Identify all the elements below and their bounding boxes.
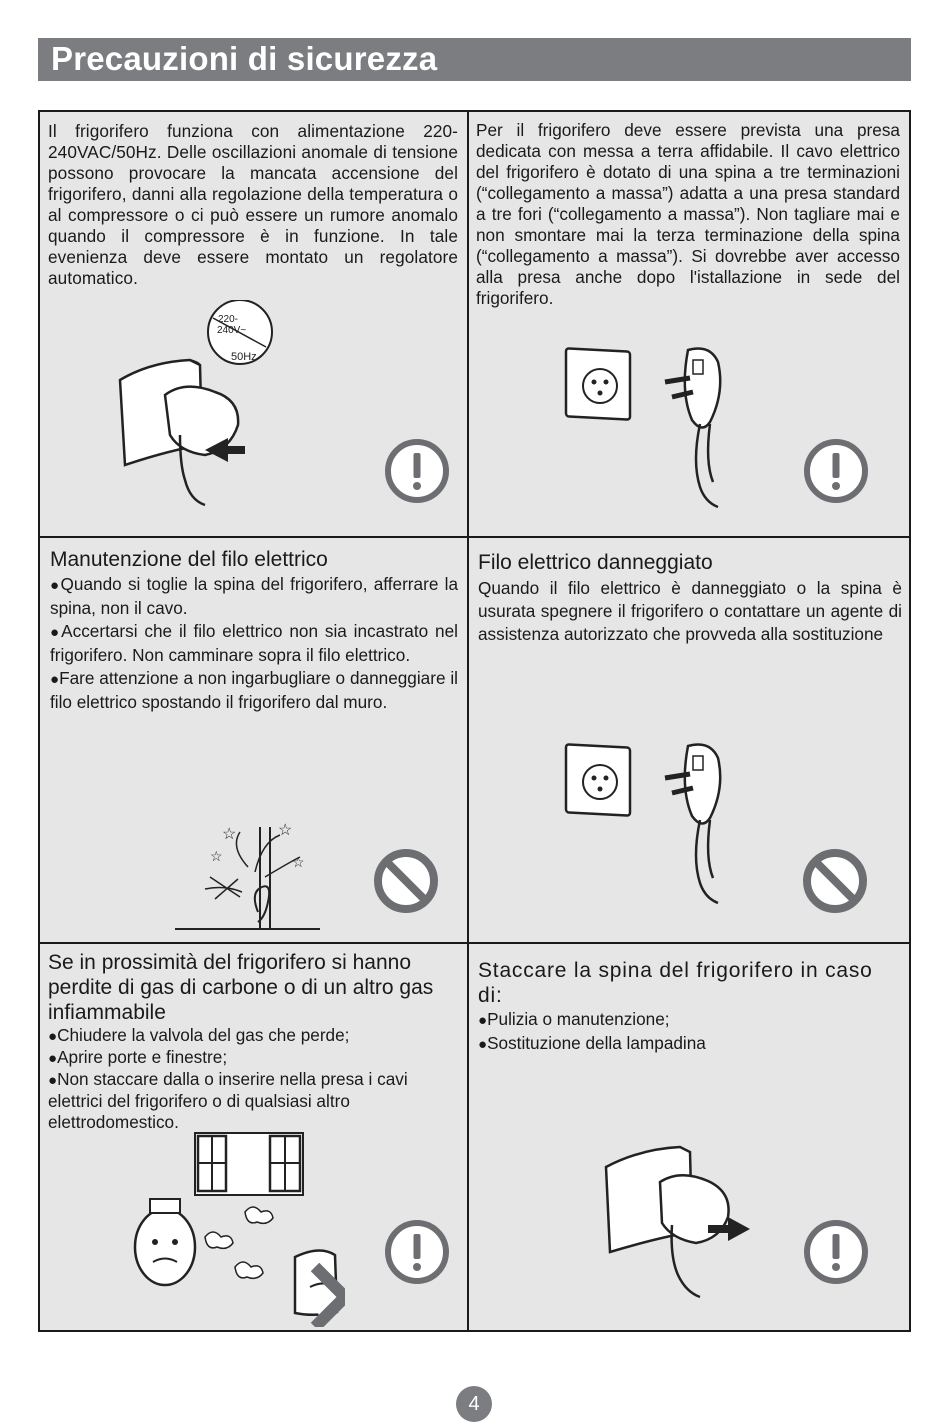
- gas-leak-list: [48, 1025, 460, 1133]
- plug-and-socket-illustration: [560, 342, 760, 512]
- unplug-list: [478, 1008, 898, 1056]
- warning-icon: [803, 438, 869, 504]
- list-item: ●Fare attenzione a non ingarbugliare o danneggiare il filo elettrico spostando il frigorifero dal muro.: [50, 668, 458, 712]
- column-divider: [467, 112, 469, 1330]
- svg-text:☆: ☆: [210, 848, 223, 864]
- gas-leak-heading: Se in prossimità del frigorifero si hanno perdite di gas di carbone o di un altro gas infiammabile: [48, 951, 434, 1024]
- gas-leak-illustration: [95, 1127, 345, 1327]
- list-item: ●Non staccare dalla o inserire nella presa i cavi elettrici del frigorifero o di qualsiasi altro elettrodomestico.: [48, 1069, 408, 1132]
- gas-cylinder: [135, 1209, 195, 1285]
- plug-and-socket-illustration: [560, 738, 760, 908]
- list-item: ●Pulizia o manutenzione;: [478, 1009, 670, 1029]
- list-item: ●Accertarsi che il filo elettrico non sia incastrato nel frigorifero. Non camminare sopra il filo elettrico.: [50, 621, 458, 665]
- list-item: ●Aprire porte e finestre;: [48, 1047, 228, 1067]
- cord-maintenance-list: [50, 573, 458, 714]
- tangled-cord-illustration: [170, 817, 330, 937]
- plug-in-illustration: [110, 300, 280, 510]
- row-divider: [40, 536, 909, 538]
- damaged-cord-heading: Filo elettrico danneggiato: [478, 551, 713, 574]
- power-supply-text: Il frigorifero funziona con alimentazione 220-240VAC/50Hz. Delle oscillazioni anomale di tensione possono provocare la mancata accensione del frigorifero, danni alla regolazione della temperatura o al compressore o ci può essere un rumore anomalo quando il compressore è in funzione. In tale evenienza deve essere montato un regolatore automatico.: [48, 121, 458, 288]
- svg-text:☆: ☆: [278, 822, 293, 839]
- list-item: ●Quando si toglie la spina del frigorifero, afferrare la spina, non il cavo.: [50, 574, 458, 618]
- grounding-text: Per il frigorifero deve essere prevista una presa dedicata con messa a terra affidabile. Il cavo elettrico del frigorifero è dotato di una spina a tre terminazioni (“collegamento a massa”) adatta a una presa standard a tre fori (“collegamento a massa”). Non tagliare mai e non smontare mai la terza terminazione della spina (“collegamento a massa”). Si dovrebbe aver accesso alla presa anche dopo l'istallazione in sede del frigorifero.: [476, 120, 900, 308]
- page-title: Precauzioni di sicurezza: [51, 40, 438, 77]
- warning-icon: [384, 438, 450, 504]
- precautions-grid: [38, 110, 911, 1332]
- svg-text:☆: ☆: [222, 826, 237, 843]
- row-divider: [40, 942, 909, 944]
- warning-icon: [803, 1219, 869, 1285]
- prohibited-icon: [373, 848, 439, 914]
- svg-text:☆: ☆: [292, 854, 305, 870]
- power-cord: [696, 820, 718, 903]
- damaged-cord-text: Quando il filo elettrico è danneggiato o la spina è usurata spegnere il frigorifero o contattare un agente di assistenza autorizzato che provveda alla sostituzione: [478, 578, 902, 644]
- prohibited-icon: [802, 848, 868, 914]
- badge-voltage-line2: 240V~: [217, 325, 247, 336]
- cord-maintenance-heading: Manutenzione del filo elettrico: [50, 548, 328, 571]
- title-bar: [38, 38, 911, 81]
- unplug-illustration: [600, 1137, 770, 1307]
- badge-voltage-line1: 220-: [218, 314, 239, 325]
- list-item: ●Sostituzione della lampadina: [478, 1033, 706, 1053]
- power-cord: [696, 424, 718, 507]
- warning-icon: [384, 1219, 450, 1285]
- page-number: 4: [456, 1386, 492, 1422]
- list-item: ●Chiudere la valvola del gas che perde;: [48, 1025, 350, 1045]
- unplug-heading: Staccare la spina del frigorifero in caso di:: [478, 959, 873, 1007]
- badge-frequency: 50Hz: [231, 351, 257, 363]
